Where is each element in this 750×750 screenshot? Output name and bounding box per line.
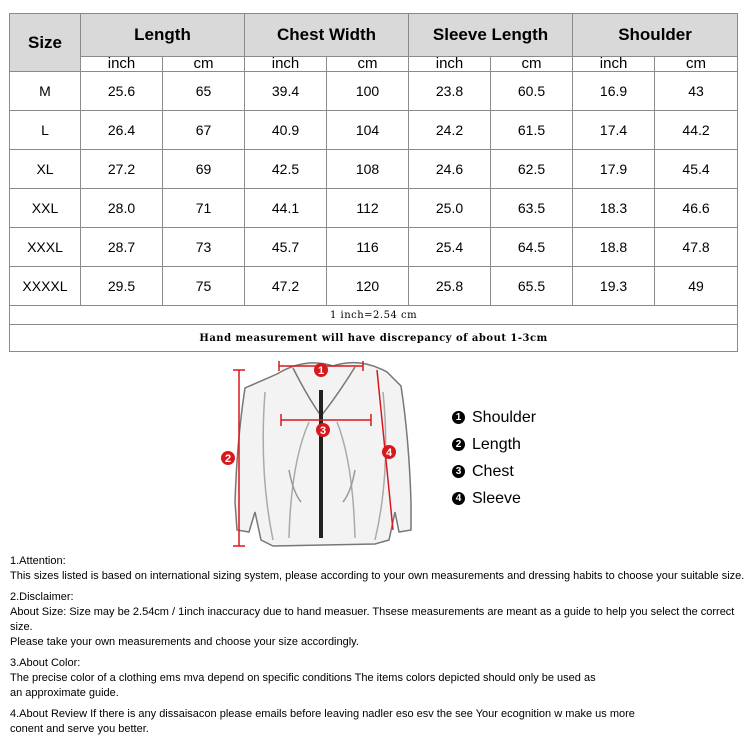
table-cell: 24.6 xyxy=(409,150,491,189)
unit-cell: cm xyxy=(163,57,245,72)
table-cell: 45.7 xyxy=(245,228,327,267)
table-cell: 26.4 xyxy=(81,111,163,150)
color-title: 3.About Color: xyxy=(10,657,81,669)
unit-cell: inch xyxy=(245,57,327,72)
size-cell: XXXL xyxy=(10,228,81,267)
color-text: The precise color of a clothing ems mva depend on specific conditions The items colors depicted should only be used as xyxy=(10,672,596,684)
unit-row xyxy=(10,57,738,72)
table-cell: 67 xyxy=(163,111,245,150)
svg-text:4: 4 xyxy=(385,447,393,459)
svg-text:2: 2 xyxy=(224,453,232,465)
header-size: Size xyxy=(10,14,81,72)
svg-text:1: 1 xyxy=(317,365,325,377)
table-cell: 29.5 xyxy=(81,267,163,306)
table-row xyxy=(10,111,738,150)
disclaimer-note xyxy=(10,590,748,650)
unit-cell: cm xyxy=(655,57,738,72)
table-cell: 47.8 xyxy=(655,228,738,267)
table-cell: 23.8 xyxy=(409,72,491,111)
attention-text: This sizes listed is based on international sizing system, please according to your own measurements and dressing habits to choose your suitable size. xyxy=(10,570,745,582)
table-cell: 16.9 xyxy=(573,72,655,111)
legend-item-sleeve xyxy=(452,485,536,512)
header-shoulder: Shoulder xyxy=(573,14,738,57)
table-cell: 73 xyxy=(163,228,245,267)
review-text: 4.About Review If there is any dissaisacon please emails before leaving nadler eso esv the see Your ecognition w make us more xyxy=(10,708,635,720)
unit-cell: inch xyxy=(409,57,491,72)
header-chest-width: Chest Width xyxy=(245,14,409,57)
table-cell: 71 xyxy=(163,189,245,228)
header-sleeve-length: Sleeve Length xyxy=(409,14,573,57)
legend-label: Chest xyxy=(472,462,514,480)
table-cell: 62.5 xyxy=(491,150,573,189)
table-cell: 64.5 xyxy=(491,228,573,267)
table-cell: 18.8 xyxy=(573,228,655,267)
legend-number: 1 xyxy=(452,411,465,424)
table-cell: 25.6 xyxy=(81,72,163,111)
legend-item-shoulder xyxy=(452,404,536,431)
legend-label: Shoulder xyxy=(472,408,537,426)
marker-2 xyxy=(221,451,235,465)
table-cell: 17.9 xyxy=(573,150,655,189)
table-row xyxy=(10,189,738,228)
table-cell: 18.3 xyxy=(573,189,655,228)
table-row xyxy=(10,228,738,267)
svg-text:3: 3 xyxy=(319,425,327,437)
legend-number: 4 xyxy=(452,492,465,505)
legend-number: 3 xyxy=(452,465,465,478)
legend-item-length xyxy=(452,431,536,458)
table-cell: 60.5 xyxy=(491,72,573,111)
attention-title: 1.Attention: xyxy=(10,555,66,567)
jacket-measurement-diagram xyxy=(215,352,415,552)
table-cell: 100 xyxy=(327,72,409,111)
header-row xyxy=(10,14,738,57)
conversion-note: 1 inch=2.54 cm xyxy=(10,306,738,325)
table-cell: 69 xyxy=(163,150,245,189)
table-cell: 19.3 xyxy=(573,267,655,306)
table-cell: 17.4 xyxy=(573,111,655,150)
legend-label: Sleeve xyxy=(472,489,521,507)
table-cell: 65 xyxy=(163,72,245,111)
notes-section xyxy=(10,554,748,743)
review-text: conent and serve you better. xyxy=(10,723,149,735)
header-length: Length xyxy=(81,14,245,57)
table-cell: 49 xyxy=(655,267,738,306)
table-cell: 61.5 xyxy=(491,111,573,150)
table-cell: 104 xyxy=(327,111,409,150)
disclaimer-text: About Size: Size may be 2.54cm / 1inch inaccuracy due to hand measuer. Thsese measurements are meant as a guide to help you select the correct size. xyxy=(10,606,735,633)
size-cell: XXXXL xyxy=(10,267,81,306)
table-row xyxy=(10,72,738,111)
table-cell: 24.2 xyxy=(409,111,491,150)
table-cell: 47.2 xyxy=(245,267,327,306)
measurement-legend xyxy=(452,404,536,512)
table-cell: 42.5 xyxy=(245,150,327,189)
attention-note xyxy=(10,554,748,584)
legend-item-chest xyxy=(452,458,536,485)
table-cell: 43 xyxy=(655,72,738,111)
table-cell: 120 xyxy=(327,267,409,306)
unit-cell: inch xyxy=(573,57,655,72)
table-row xyxy=(10,267,738,306)
table-cell: 27.2 xyxy=(81,150,163,189)
table-cell: 45.4 xyxy=(655,150,738,189)
size-cell: L xyxy=(10,111,81,150)
marker-3 xyxy=(316,423,330,437)
discrepancy-note: Hand measurement will have discrepancy of about 1-3cm xyxy=(10,325,738,352)
table-cell: 25.0 xyxy=(409,189,491,228)
table-cell: 46.6 xyxy=(655,189,738,228)
table-cell: 28.7 xyxy=(81,228,163,267)
size-cell: XL xyxy=(10,150,81,189)
table-cell: 25.8 xyxy=(409,267,491,306)
table-cell: 75 xyxy=(163,267,245,306)
size-cell: XXL xyxy=(10,189,81,228)
legend-label: Length xyxy=(472,435,521,453)
marker-1 xyxy=(314,363,328,377)
unit-cell: cm xyxy=(491,57,573,72)
table-cell: 28.0 xyxy=(81,189,163,228)
color-text: an approximate guide. xyxy=(10,687,119,699)
table-cell: 108 xyxy=(327,150,409,189)
table-cell: 112 xyxy=(327,189,409,228)
disclaimer-title: 2.Disclaimer: xyxy=(10,591,74,603)
conversion-note-row xyxy=(10,306,738,325)
disclaimer-text: Please take your own measurements and choose your size accordingly. xyxy=(10,636,359,648)
table-cell: 25.4 xyxy=(409,228,491,267)
table-cell: 65.5 xyxy=(491,267,573,306)
unit-cell: inch xyxy=(81,57,163,72)
color-note xyxy=(10,656,748,701)
marker-4 xyxy=(382,445,396,459)
table-cell: 63.5 xyxy=(491,189,573,228)
table-cell: 44.1 xyxy=(245,189,327,228)
size-cell: M xyxy=(10,72,81,111)
table-cell: 116 xyxy=(327,228,409,267)
unit-cell: cm xyxy=(327,57,409,72)
discrepancy-note-row xyxy=(10,325,738,352)
size-chart-table xyxy=(9,13,738,352)
legend-number: 2 xyxy=(452,438,465,451)
review-note xyxy=(10,707,748,737)
table-cell: 44.2 xyxy=(655,111,738,150)
table-row xyxy=(10,150,738,189)
table-cell: 39.4 xyxy=(245,72,327,111)
table-cell: 40.9 xyxy=(245,111,327,150)
